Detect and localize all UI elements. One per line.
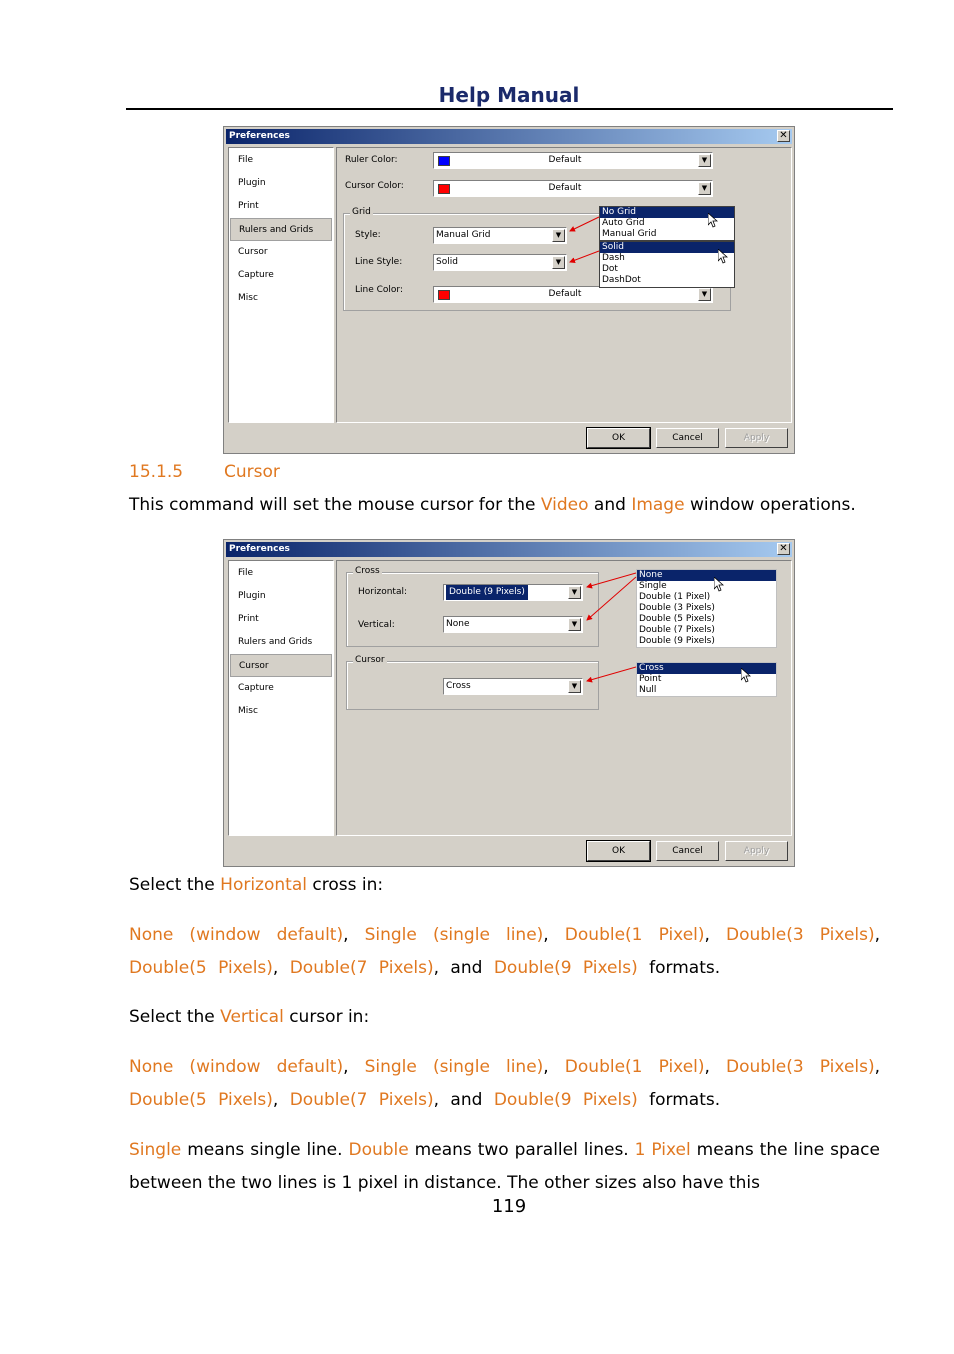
ruler-color-select[interactable]: Default ▼ [433, 152, 713, 169]
option-point[interactable]: Point [639, 674, 662, 684]
preferences-dialog-cursor [223, 539, 795, 867]
description-paragraph: Single means single line. Double means two parallel lines. 1 Pixel means the line space between the two lines is 1 pixel in distance. The other sizes also have this [129, 1140, 880, 1193]
ok-button[interactable]: OK [587, 841, 650, 861]
cursor-color-label: Cursor Color: [345, 181, 404, 191]
option-null[interactable]: Null [639, 685, 657, 695]
close-icon[interactable]: ✕ [777, 543, 790, 555]
line-color-label: Line Color: [355, 285, 403, 295]
option-no-grid[interactable]: No Grid [600, 207, 734, 218]
cross-group-title: Cross [355, 566, 380, 576]
option-single[interactable]: Single [639, 581, 667, 591]
nav-item-capture[interactable]: Capture [238, 270, 274, 280]
nav-item-print[interactable]: Print [238, 614, 259, 624]
grid-group-title: Grid [352, 207, 371, 217]
mouse-pointer-icon [718, 249, 728, 265]
chevron-down-icon[interactable]: ▼ [552, 256, 565, 269]
vertical-options-paragraph: None (window default), Single (single line), Double(1 Pixel), Double(3 Pixels), Double(5 Pixels), Double(7 Pixels), and Double(9 Pixels) formats. [129, 1057, 881, 1110]
horizontal-options-paragraph: None (window default), Single (single line), Double(1 Pixel), Double(3 Pixels), Double(5 Pixels), Double(7 Pixels), and Double(9 Pixels) formats. [129, 925, 881, 978]
close-icon[interactable]: ✕ [777, 130, 790, 142]
ok-button[interactable]: OK [587, 428, 650, 448]
nav-item-plugin[interactable]: Plugin [238, 591, 266, 601]
preferences-dialog-rulers [223, 126, 795, 454]
option-double-7[interactable]: Double (7 Pixels) [639, 625, 715, 635]
dialog-title: Preferences [229, 544, 290, 554]
nav-item-cursor[interactable]: Cursor [230, 654, 332, 677]
nav-item-plugin[interactable]: Plugin [238, 178, 266, 188]
header-rule [126, 108, 893, 110]
apply-button[interactable]: Apply [725, 841, 788, 861]
nav-item-file[interactable]: File [238, 568, 254, 578]
chevron-down-icon[interactable]: ▼ [698, 288, 711, 301]
cursor-color-select[interactable]: Default ▼ [433, 180, 713, 197]
option-dashdot[interactable]: DashDot [602, 275, 641, 285]
line-color-select[interactable]: Default ▼ [433, 286, 713, 303]
dialog-title: Preferences [229, 131, 290, 141]
keyword-vertical: Vertical [220, 1007, 284, 1027]
chevron-down-icon[interactable]: ▼ [568, 618, 581, 631]
nav-item-cursor[interactable]: Cursor [238, 247, 268, 257]
option-cross[interactable]: Cross [637, 663, 776, 674]
dialog-titlebar[interactable] [226, 542, 792, 557]
style-label: Style: [355, 230, 381, 240]
keyword-horizontal: Horizontal [220, 875, 307, 895]
chevron-down-icon[interactable]: ▼ [698, 154, 711, 167]
section-number: 15.1.5 [129, 462, 184, 482]
option-dot[interactable]: Dot [602, 264, 618, 274]
mouse-pointer-icon [741, 668, 751, 684]
chevron-down-icon[interactable]: ▼ [568, 680, 581, 693]
cancel-button[interactable]: Cancel [656, 841, 719, 861]
vertical-label: Vertical: [358, 620, 395, 630]
option-manual-grid[interactable]: Manual Grid [602, 229, 657, 239]
option-dash[interactable]: Dash [602, 253, 625, 263]
line-style-dropdown [599, 241, 735, 288]
keyword-video: Video [540, 495, 589, 515]
section-title: Cursor [224, 462, 280, 482]
nav-item-file[interactable]: File [238, 155, 254, 165]
cursor-group-title: Cursor [355, 655, 385, 665]
nav-item-rulers-and-grids[interactable]: Rulers and Grids [230, 218, 332, 241]
intro-paragraph: This command will set the mouse cursor for the Video and Image window operations. [129, 495, 856, 515]
chevron-down-icon[interactable]: ▼ [552, 229, 565, 242]
option-double-3[interactable]: Double (3 Pixels) [639, 603, 715, 613]
option-solid[interactable]: Solid [600, 242, 734, 253]
grid-style-select[interactable]: Manual Grid ▼ [433, 227, 567, 244]
cancel-button[interactable]: Cancel [656, 428, 719, 448]
nav-item-rulers-and-grids[interactable]: Rulers and Grids [238, 637, 313, 647]
cross-dropdown [636, 569, 777, 648]
option-double-1[interactable]: Double (1 Pixel) [639, 592, 711, 602]
apply-button[interactable]: Apply [725, 428, 788, 448]
chevron-down-icon[interactable]: ▼ [698, 182, 711, 195]
vertical-select[interactable]: None ▼ [443, 616, 583, 633]
chevron-down-icon[interactable]: ▼ [568, 586, 581, 599]
option-double-5[interactable]: Double (5 Pixels) [639, 614, 715, 624]
nav-item-misc[interactable]: Misc [238, 293, 258, 303]
mouse-pointer-icon [714, 577, 724, 593]
horizontal-label: Horizontal: [358, 587, 407, 597]
nav-list [228, 147, 334, 423]
header-title: Help Manual [438, 83, 580, 107]
option-none[interactable]: None [637, 570, 776, 581]
page-number: 119 [491, 1196, 527, 1217]
horizontal-select[interactable]: Double (9 Pixels) ▼ [443, 584, 583, 601]
nav-item-misc[interactable]: Misc [238, 706, 258, 716]
option-auto-grid[interactable]: Auto Grid [602, 218, 645, 228]
horizontal-intro: Select the Horizontal cross in: [129, 875, 384, 895]
line-style-label: Line Style: [355, 257, 403, 267]
cursor-dropdown [636, 662, 777, 697]
nav-item-print[interactable]: Print [238, 201, 259, 211]
dialog-titlebar[interactable] [226, 129, 792, 144]
option-double-9[interactable]: Double (9 Pixels) [639, 636, 715, 646]
nav-list [228, 560, 334, 836]
keyword-image: Image [631, 495, 685, 515]
line-style-select[interactable]: Solid ▼ [433, 254, 567, 271]
ruler-color-label: Ruler Color: [345, 155, 398, 165]
nav-item-capture[interactable]: Capture [238, 683, 274, 693]
mouse-pointer-icon [708, 213, 718, 229]
cursor-type-select[interactable]: Cross ▼ [443, 678, 583, 695]
vertical-intro: Select the Vertical cursor in: [129, 1007, 370, 1027]
